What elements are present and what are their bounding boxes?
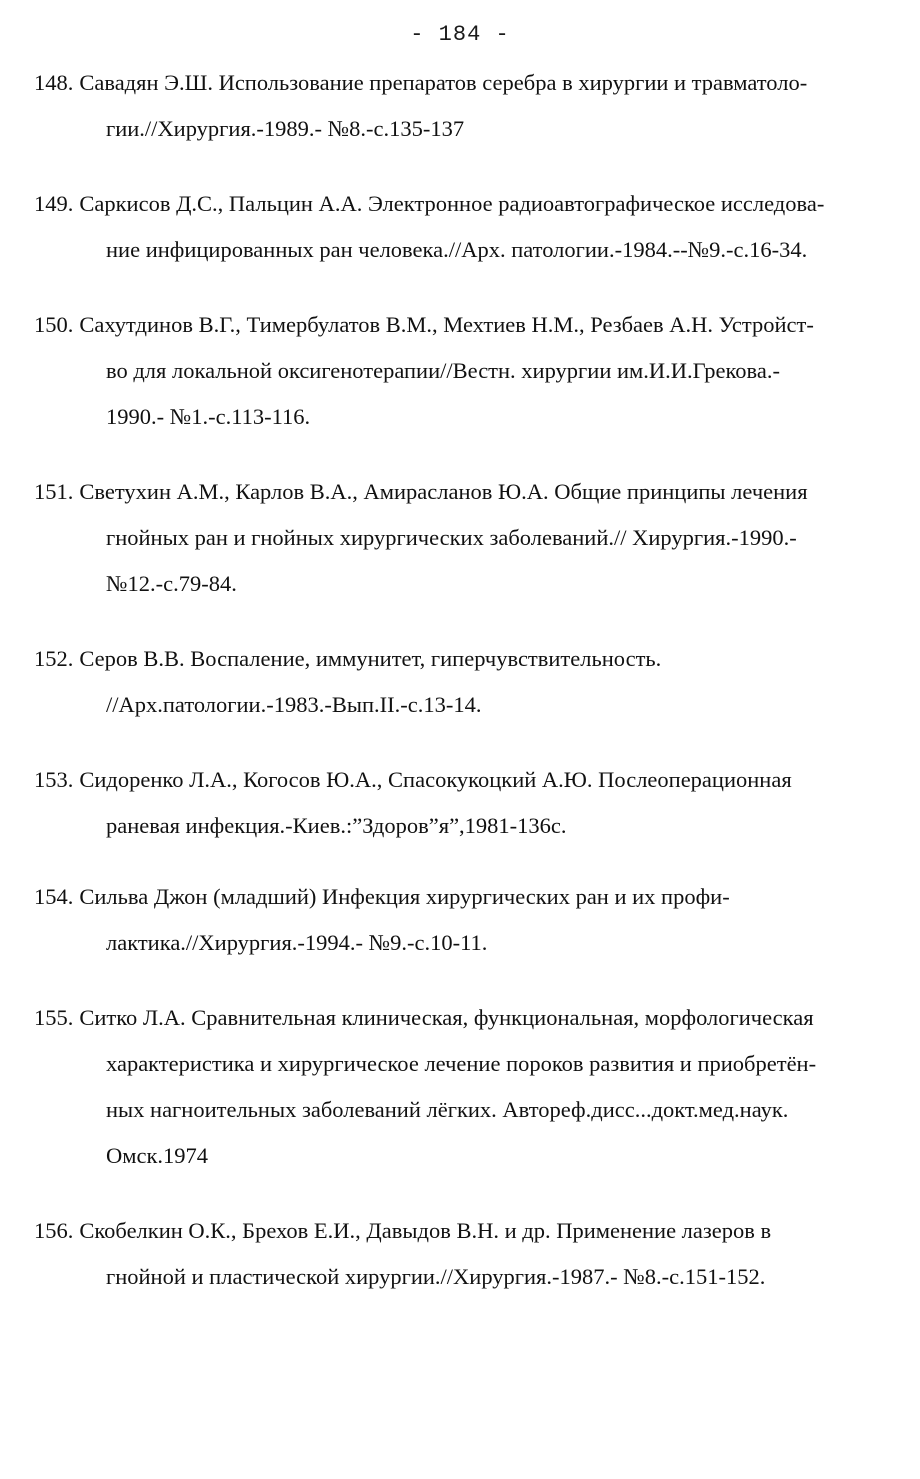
reference-item (34, 469, 880, 607)
reference-text-line: ных нагноительных заболеваний лёгких. Автореф.дисс...докт.мед.наук. (106, 1097, 789, 1122)
reference-list (34, 60, 880, 1329)
page-number: - 184 - (410, 22, 510, 47)
reference-text-line: Светухин А.М., Карлов В.А., Амирасланов Ю.А. Общие принципы лечения (79, 479, 808, 504)
reference-item (34, 60, 880, 152)
reference-item (34, 181, 880, 273)
reference-item (34, 302, 880, 440)
reference-item (34, 1208, 880, 1300)
reference-number: 153. (34, 767, 74, 792)
reference-text-line: гнойной и пластической хирургии.//Хирургия.-1987.- №8.-с.151-152. (106, 1264, 766, 1289)
reference-text-line: 1990.- №1.-с.113-116. (106, 404, 311, 429)
reference-text-line: характеристика и хирургическое лечение пороков развития и приобретён- (106, 1051, 817, 1076)
reference-text-line: Омск.1974 (106, 1143, 209, 1168)
reference-text-line: Сидоренко Л.А., Когосов Ю.А., Спасокукоцкий А.Ю. Послеоперационная (79, 767, 792, 792)
reference-number: 156. (34, 1218, 74, 1243)
reference-text-line: лактика.//Хирургия.-1994.- №9.-с.10-11. (106, 930, 488, 955)
reference-item (34, 874, 880, 966)
reference-number: 150. (34, 312, 74, 337)
reference-text-line: Савадян Э.Ш. Использование препаратов серебра в хирургии и травматоло- (79, 70, 808, 95)
reference-text-line: №12.-с.79-84. (106, 571, 237, 596)
reference-item (34, 636, 880, 728)
reference-text-line: Сильва Джон (младший) Инфекция хирургических ран и их профи- (79, 884, 730, 909)
reference-text-line: ние инфицированных ран человека.//Арх. патологии.-1984.--№9.-с.16-34. (106, 237, 808, 262)
reference-text-line: //Арх.патологии.-1983.-Вып.II.-с.13-14. (106, 692, 482, 717)
reference-item (34, 757, 880, 849)
reference-text-line: во для локальной оксигенотерапии//Вестн. хирургии им.И.И.Грекова.- (106, 358, 780, 383)
reference-text-line: Саркисов Д.С., Пальцин А.А. Электронное радиоавтографическое исследова- (79, 191, 825, 216)
reference-number: 151. (34, 479, 74, 504)
reference-text-line: гии.//Хирургия.-1989.- №8.-с.135-137 (106, 116, 465, 141)
reference-number: 148. (34, 70, 74, 95)
reference-number: 154. (34, 884, 74, 909)
reference-text-line: Ситко Л.А. Сравнительная клиническая, функциональная, морфологическая (79, 1005, 814, 1030)
reference-number: 155. (34, 1005, 74, 1030)
reference-number: 152. (34, 646, 74, 671)
reference-text-line: Скобелкин О.К., Брехов Е.И., Давыдов В.Н. и др. Применение лазеров в (79, 1218, 772, 1243)
reference-text-line: гнойных ран и гнойных хирургических заболеваний.// Хирургия.-1990.- (106, 525, 797, 550)
reference-text-line: Сахутдинов В.Г., Тимербулатов В.М., Мехтиев Н.М., Резбаев А.Н. Устройст- (79, 312, 814, 337)
reference-text-line: раневая инфекция.-Киев.:”Здоров”я”,1981-136с. (106, 813, 567, 838)
reference-text-line: Серов В.В. Воспаление, иммунитет, гиперчувствительность. (79, 646, 662, 671)
reference-item (34, 995, 880, 1179)
reference-number: 149. (34, 191, 74, 216)
